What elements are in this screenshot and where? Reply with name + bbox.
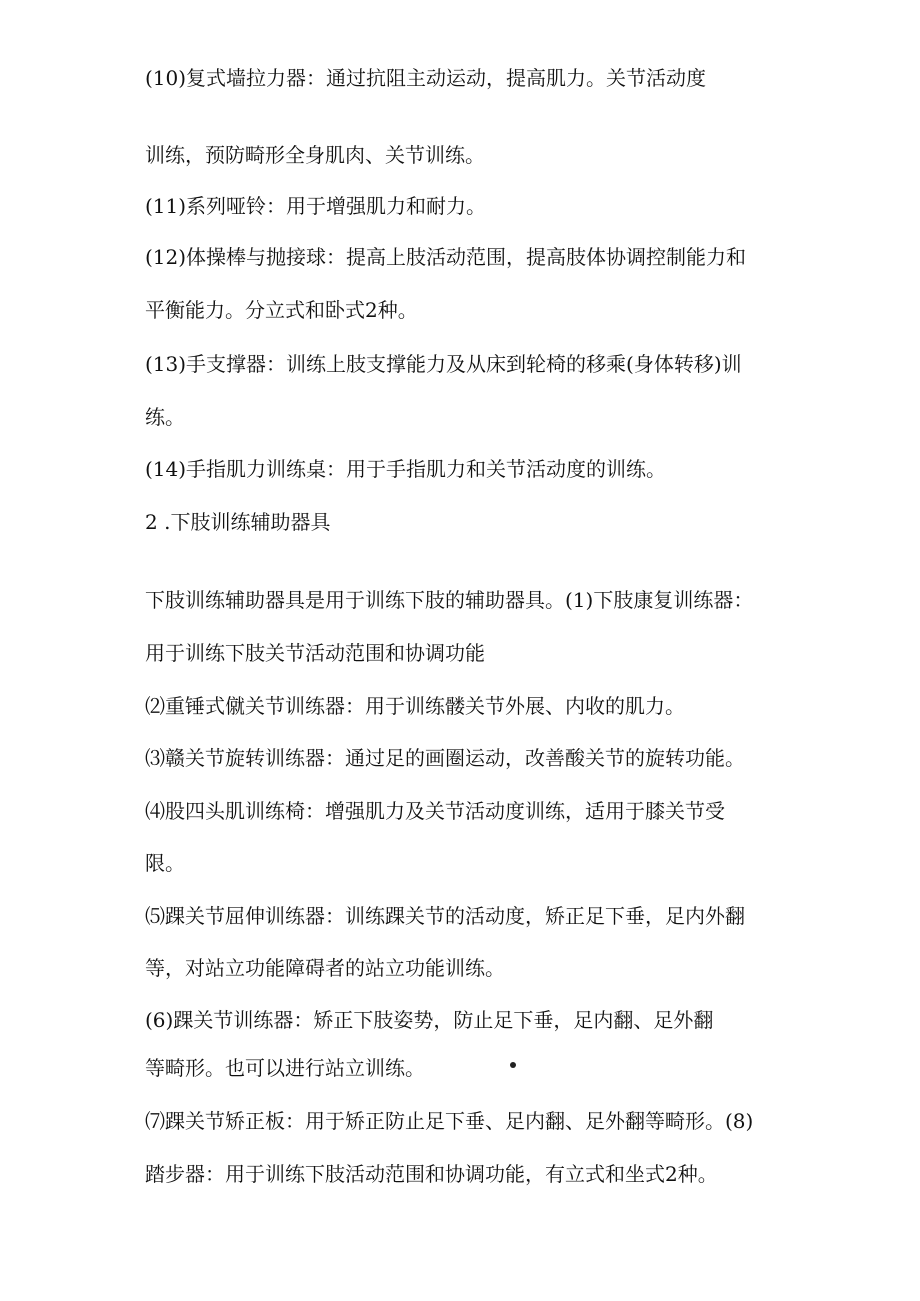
text-line-15: 限。: [145, 851, 185, 875]
section-heading: 2 .下肢训练辅助器具: [145, 510, 331, 534]
text-line-17: 等，对站立功能障碍者的站立功能训练。: [145, 956, 505, 980]
text-line-19: 等畸形。也可以进行站立训练。: [145, 1056, 425, 1080]
text-line-14: ⑷股四头肌训练椅：增强肌力及关节活动度训练，适用于膝关节受: [145, 799, 725, 823]
text-line-18: (6)踝关节训练器：矫正下肢姿势，防止足下垂，足内翻、足外翻: [145, 1008, 714, 1032]
text-line-2: 训练，预防畸形全身肌肉、关节训练。: [145, 143, 485, 167]
text-line-5: 平衡能力。分立式和卧式2种。: [145, 298, 418, 322]
text-line-4: (12)体操棒与抛接球：提高上肢活动范围，提高肢体协调控制能力和: [145, 245, 747, 269]
text-line-10: 下肢训练辅助器具是用于训练下肢的辅助器具。(1)下肢康复训练器：: [145, 588, 754, 612]
text-line-16: ⑸踝关节屈伸训练器：训练踝关节的活动度，矫正足下垂，足内外翻: [145, 904, 745, 928]
text-line-12: ⑵重锤式僦关节训练器：用于训练髅关节外展、内收的肌力。: [145, 694, 685, 718]
text-line-7: 练。: [145, 405, 185, 429]
text-line-13: ⑶赣关节旋转训练器：通过足的画圈运动，改善酸关节的旋转功能。: [145, 746, 745, 770]
text-line-21: 踏步器：用于训练下肢活动范围和协调功能，有立式和坐式2种。: [145, 1162, 718, 1186]
text-line-3: (11)系列哑铃：用于增强肌力和耐力。: [145, 194, 487, 218]
stray-dot-mark: [510, 1062, 516, 1068]
text-line-1: (10)复式墙拉力器：通过抗阻主动运动，提高肌力。关节活动度: [145, 66, 707, 90]
text-line-6: (13)手支撑器：训练上肢支撑能力及从床到轮椅的移乘(身体转移)训: [145, 352, 742, 376]
text-line-8: (14)手指肌力训练桌：用于手指肌力和关节活动度的训练。: [145, 457, 667, 481]
text-line-11: 用于训练下肢关节活动范围和协调功能: [145, 641, 485, 665]
text-line-20: ⑺踝关节矫正板：用于矫正防止足下垂、足内翻、足外翻等畸形。(8): [145, 1109, 754, 1133]
